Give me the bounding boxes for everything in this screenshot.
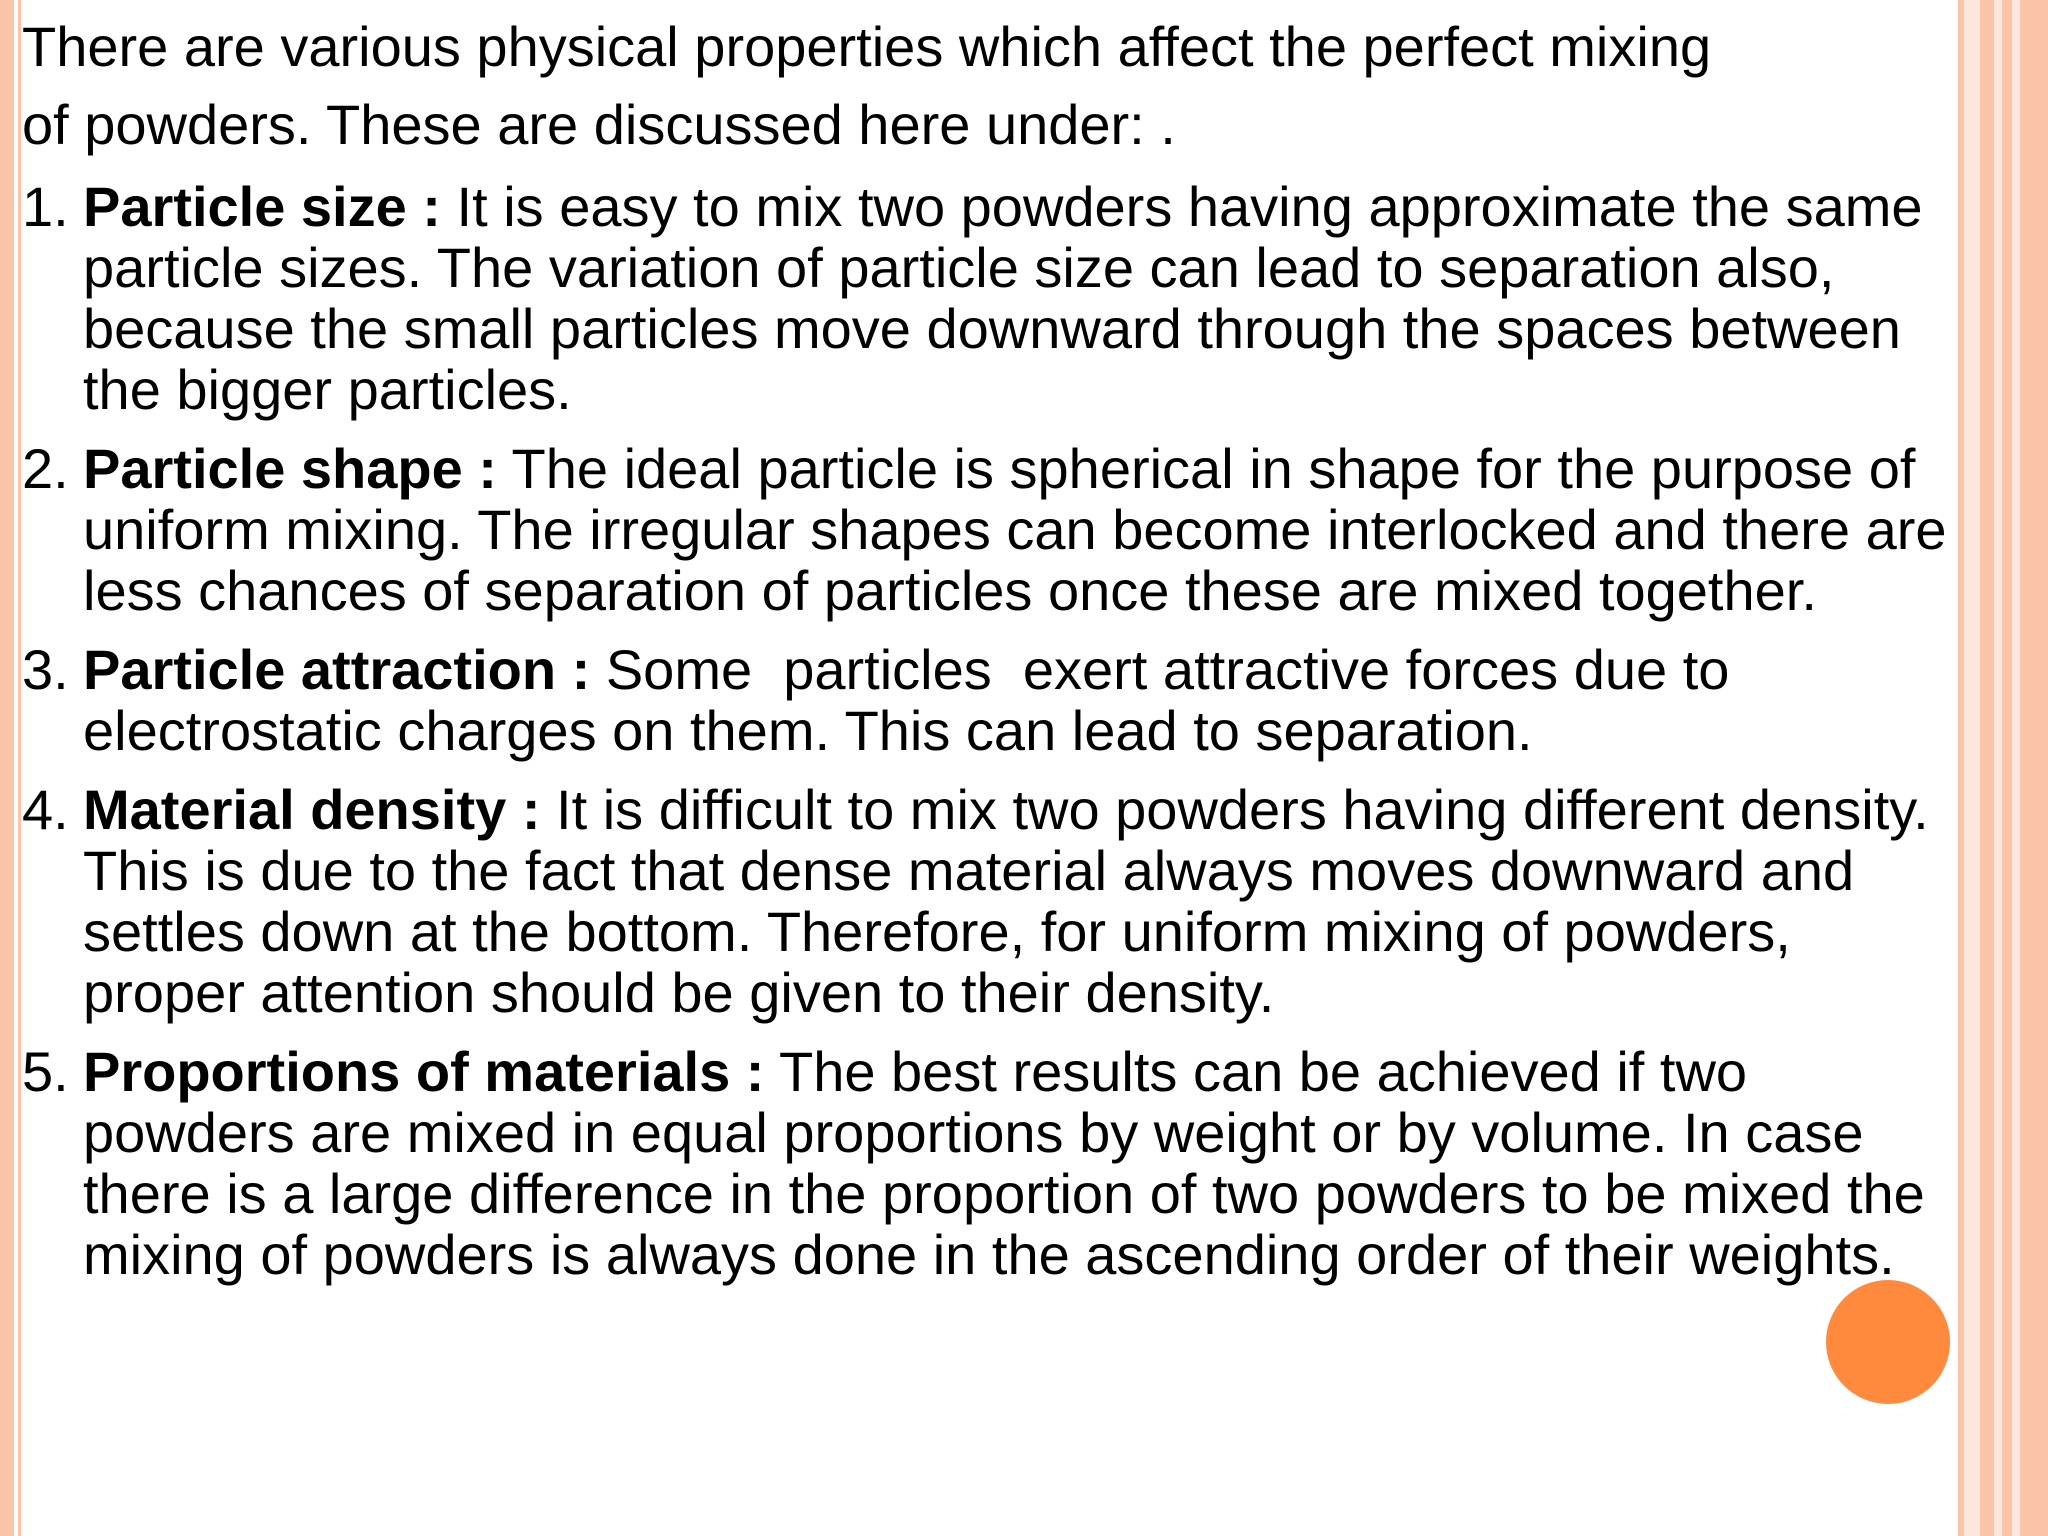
item-number: 1. <box>22 175 69 238</box>
item-term: Particle shape : <box>83 437 497 500</box>
item-term: Proportions of materials : <box>83 1040 765 1103</box>
item-description: Some particles exert attractive forces due to electrostatic charges on them. This can lead to separation. <box>83 638 1745 762</box>
orange-circle-decoration <box>1826 1280 1950 1404</box>
list-item <box>22 779 1952 1023</box>
list-item <box>22 1041 1952 1285</box>
list-item <box>22 639 1952 761</box>
list-item <box>22 438 1952 621</box>
item-term: Particle size : <box>83 175 441 238</box>
item-number: 2. <box>22 437 69 500</box>
slide-content <box>22 8 1952 1285</box>
right-stripe <box>2020 0 2048 1536</box>
list-item <box>22 176 1952 420</box>
item-number: 5. <box>22 1040 69 1103</box>
right-stripe <box>1980 0 1994 1536</box>
left-border-line <box>18 0 21 1536</box>
intro-line-1: There are various physical properties which affect the perfect mixing <box>22 15 1712 78</box>
intro-line-2: of powders. These are discussed here under: . <box>22 93 1176 156</box>
item-description: The best results can be achieved if two powders are mixed in equal proportions by weight or by volume. In case there is a large difference in the proportion of two powders to be mixed the mixing of powders is always done in the ascending order of their weights. <box>83 1040 1925 1286</box>
item-number: 4. <box>22 778 69 841</box>
left-border-bar <box>0 0 14 1536</box>
intro-paragraph <box>22 8 1952 164</box>
item-number: 3. <box>22 638 69 701</box>
property-list <box>22 176 1952 1285</box>
item-description: The ideal particle is spherical in shape for the purpose of uniform mixing. The irregular shapes can become interlocked and there are less chances of separation of particles once these are mixed together. <box>83 437 1947 622</box>
right-stripe <box>2002 0 2012 1536</box>
item-description: It is difficult to mix two powders having different density. This is due to the fact that dense material always moves downward and settles down at the bottom. Therefore, for uniform mixing of powders, proper attention should be given to their density. <box>83 778 1929 1024</box>
right-border-stripes <box>1958 0 2048 1536</box>
item-term: Particle attraction : <box>83 638 591 701</box>
item-term: Material density : <box>83 778 541 841</box>
right-stripe <box>1958 0 1964 1536</box>
item-description: It is easy to mix two powders having approximate the same particle sizes. The variation of particle size can lead to separation also, because the small particles move downward through the spaces between the bigger particles. <box>83 175 1923 421</box>
